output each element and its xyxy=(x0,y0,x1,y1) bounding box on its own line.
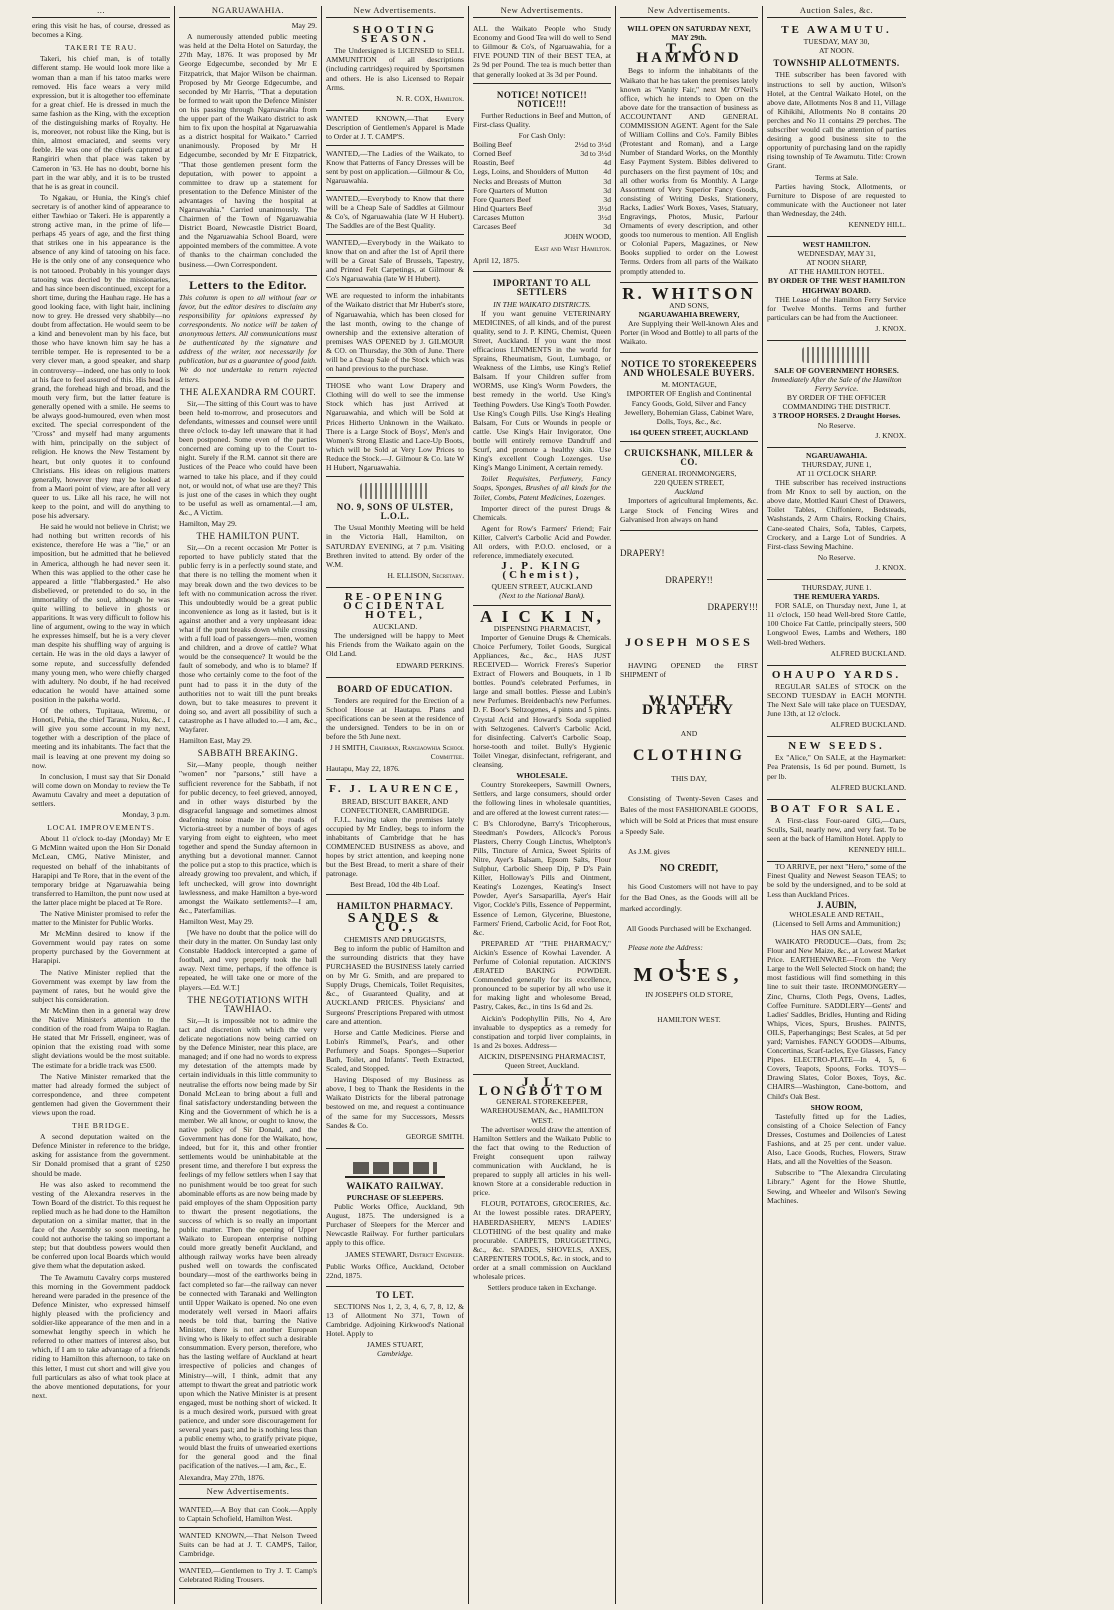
ad-note: (Next to the National Bank). xyxy=(499,591,585,601)
ad-text: F.J.L. having taken the premises lately occupied by Mr Endley, begs to inform the inhabitants of Cambridge that he has COMMENCED BUSINESS as above, and hopes by strict attention, and keeping none but the Best Bread, to merit a share of their patronage. xyxy=(326,814,464,879)
ad-text: THE subscriber has been favored with instructions to sell by auction, Wilson's Hotel, at the Central Waikato Hotel, on the above date, Allotments Nos 8 and 11, Village of Kihikihi, Allotments No 8 contains 20 perches and No 11 contains 29 perches. The subscriber would call the attention of parties desiring a good business site to the opportunity of purchasing land on the rapidly rising township of Te Awamutu. Title: Crown Grant. xyxy=(767,70,906,171)
ad-note: No Reserve. xyxy=(817,420,856,430)
ad-text: 3 TROOP HORSES. 2 Draught Horses. xyxy=(772,411,901,421)
price-row xyxy=(473,213,611,222)
ad-title: T. C. HAMMOND xyxy=(636,41,742,67)
ad-title: WINTER DRAPERY xyxy=(642,693,736,719)
aickin-ad xyxy=(473,606,611,1076)
ad-place: Cambridge. xyxy=(376,1349,414,1359)
ad-title: J. AUBIN, xyxy=(816,899,857,910)
ad-place: AT THE HAMILTON HOTEL. xyxy=(788,267,885,277)
ad-text: Aickin's Podophyllin Pills, No 4, Are invaluable to dyspeptics as a remedy for constipation and torpid liver complaints, in 1s and 2s boxes. Address— xyxy=(473,1013,611,1050)
ohaupo-ad xyxy=(767,666,906,738)
ad-title: JOSEPH MOSES xyxy=(625,634,753,649)
price-row xyxy=(473,195,611,204)
ad-text: The advertiser would draw the attention of Hamilton Settlers and the Waikato Public to the fact that owing to the Reduction of Freight consequent upon railway communication with Auckland, he is prepared to supply all articles in his well-known Store at a considerable reduction in price. xyxy=(473,1124,611,1198)
column-1-head: ... xyxy=(32,6,170,18)
ad-text: The undersigned will be happy to Meet his Friends from the Waikato again on the Old Land. xyxy=(326,631,464,659)
article-text: A numerously attended public meeting was held at the Delta Hotel on Saturday, the 27th May, 1876. It was proposed by Mr George Edgecumbe, seconded by Mr E Fitzpatrick, that Major Wilson be chairman. Proposed by Mr George Edgecumbe, and seconded by Mr Harris, "That a deputation be formed to wait upon the Defence Minister on his passing through Ngaruawahia from the upper part of the Waikato district to ask him to fix upon the hospital at Ngaruawahia as a district hospital for Waikato." Carried unanimously. Proposed by Mr H Edgecumbe, seconded by Mr E Fitzpatrick, "That those gentlemen present form the deputation, with power to appoint a committee to draw up a statement for presentation to the Defence Minister of the advantages of having the hospital at Ngaruawahia." Carried unanimously. The Chairmen of the Town of Ngaruawahia District Board, Newcastle District Board, and the Ngaruawahia School Board, were appointed members of the committee. A vote of thanks to the chairman concluded the business.—Own Correspondent. xyxy=(179,32,317,269)
ad-signature: JOHN WOOD, xyxy=(564,232,611,242)
ad-title: BOARD OF EDUCATION. xyxy=(337,683,453,694)
ad-text: Consisting of Twenty-Seven Cases and Bales of the most FASHIONABLE GOODS, which will be Sold at Prices that must ensure a Speedy Sale. xyxy=(620,793,758,836)
pharmacy-ad xyxy=(326,895,464,1149)
article-text: Mr McMinn then in a general way drew the Native Minister's attention to the condition of the road from Waipa to Raglan. He stated that Mr Frissell, engineer, was of opinion that the existing road with some slight deviations would be the most suitable. The estimate for a bridle track was £500. xyxy=(32,1005,170,1070)
price-item: Fore Quarters of Mutton xyxy=(473,185,548,195)
ad-text: As J.M. gives xyxy=(628,846,670,856)
ad-title: BOAT FOR SALE. xyxy=(770,802,903,815)
ad-note: Please note the Address: xyxy=(628,943,703,952)
article-text: The Native Minister replied that the Government was exempt by law from the payment of rates, but he would give the subject his consideration. xyxy=(32,967,170,1004)
article-text: About 11 o'clock to-day (Monday) Mr E G McMinn waited upon the Hon Sir Donald McLean, CMG, Native Minister, and requested on behalf of the inhabitants of Harapipi and Te Rore, that in the event of the temporary bridge at Ngaruawahia being transferred to Hamilton, the punt now used at the latter place might be placed at Te Rore. xyxy=(32,834,170,907)
ad-text: FLOUR, POTATOES, GROCERIES, &c. At the lowest possible rates. DRAPERY, HABERDASHERY, MEN'S LADIES' CLOTHING of the best quality and make procurable. CARPETS, DRUGGETTING, &c., &c. SPADES, SHOVELS, AXES, CARPENTERS TOOLS, &c. in stock, and to order at a small commission on Auckland wholesale prices. xyxy=(473,1199,611,1282)
price-row xyxy=(473,140,611,149)
ad-text: A First-class Four-oared GIG,—Oars, Sculls, Sail, nearly new, and very fast. To be seen at the back of Hamilton Hotel. Apply to xyxy=(767,815,906,844)
price-row xyxy=(473,177,611,186)
price-row xyxy=(473,204,611,213)
new-ads-head: New Advertisements. xyxy=(179,1484,317,1499)
ad-text: Beg to inform the public of Hamilton and the surrounding districts that they have PURCHASED the BUSINESS lately carried on by Mr G. Smith, and are prepared to Supply Drugs, Chemicals, Toilet Requisites, &c., of Guaranteed Quality, and at AUCKLAND PRICES. Physicians' and Surgeons' Prescriptions Prepared with utmost care and attention. xyxy=(326,943,464,1026)
section-heading: TAKERI TE RAU. xyxy=(64,43,138,53)
aubin-ad xyxy=(767,862,906,1204)
drapery-ad xyxy=(620,549,758,1025)
price-item: Fore Quarters Beef xyxy=(473,194,532,204)
ad-signature: H. ELLISON, Secretary. xyxy=(387,570,464,580)
price-value: 3d xyxy=(603,221,611,231)
price-value: 3d xyxy=(603,194,611,204)
ad-title: A I C K I N, xyxy=(480,606,604,626)
letter-date: Alexandra, May 27th, 1876. xyxy=(179,1472,265,1482)
ad-title: OHAUPO YARDS. xyxy=(771,668,902,681)
ad-text: If you want genuine VETERINARY MEDICINES, of all kinds, and of the purest quality, send to J. P. KING, Chemist, Queen Street, Auckland. If you want the most efficacious LINIMENTS in the world for Sprains, Rheumatism, Gout, Lumbago, or Weakness of the Limbs, use King's Relief Balsam. If your Children suffer from WORMS, use King's Worm Powders, the best remedy in the world. Use King's Teething Powders. Use King's Tooth Powder. Use King's Cough Pills. Use King's Healing Balsam, For Cuts or Wounds in people or cattle. Use King's Hair Invigorator, One bottle will entirely remove Dandruff and Scurf, and promote a healthy skin. Use King's excellent Cough Lozenges. Use King's Mango Liniment, A certain remedy. xyxy=(473,308,611,473)
lodge-emblem xyxy=(360,483,430,499)
ad-title: WEST HAMILTON. xyxy=(802,240,871,250)
ad-title: TOWNSHIP ALLOTMENTS. xyxy=(773,58,900,69)
column-1 xyxy=(28,6,175,1604)
ad-title: TE AWAMUTU. xyxy=(781,24,892,37)
ad-text: SECTIONS Nos 1, 2, 3, 4, 6, 7, 8, 12, & 13 of Allotment No 371, Town of Cambridge. Adjoining Kirkwood's National Hotel. Apply to xyxy=(326,1301,464,1339)
ad-address: 164 QUEEN STREET, AUCKLAND xyxy=(629,427,749,437)
ad-text: Tastefully fitted up for the Ladies, consisting of a Choice Selection of Fancy Dresses, Costumes and Doilencies of Latest Fashions, and at 25 per cent. under value. Also, Lace Goods, Ruches, Flowers, Straw Hats, and all the Novelties of the Season. xyxy=(767,1111,906,1167)
ad-address: HAMILTON WEST. xyxy=(657,1015,721,1025)
price-row xyxy=(473,149,611,158)
ad-text: Are Supplying their Well-known Ales and Porter (in Wood and Bottle) to all parts of the Waikato. xyxy=(620,318,758,347)
ad-text: Toilet Requisites, Perfumery, Fancy Soaps, Sponges, Brushes of all kinds for the Toilet, Combs, Patent Medicines, Lozenges. xyxy=(473,474,611,502)
montague-ad xyxy=(620,353,758,442)
ad-subtitle: BREAD, BISCUIT BAKER, AND CONFECTIONER, CAMBRIDGE. xyxy=(340,796,450,815)
ad-text: THE Lease of the Hamilton Ferry Service for Twelve Months. Terms and further particulars can be had from the Auctioneer. xyxy=(767,294,906,322)
hotel-ad xyxy=(326,588,464,678)
ad-subtitle: DISPENSING PHARMACIST, xyxy=(493,623,591,633)
ad-title: NOTICE! NOTICE!! NOTICE!!! xyxy=(496,89,588,109)
classified-ad: THOSE who want Low Drapery and Clothing will do well to see the immense Stock which has just Arrived at Ngaruawahia, and which will be Sold at Prices Hitherto Unknown in the Waikato. There is a Large Stock of Boys', Men's and Women's Strong Elastic and Lace-Up Boots, which will be Sold at Very Low Prices to Reduce the Stock.—J. Gilmour & Co. late W H Hubert, Ngaruawahia. xyxy=(326,378,464,477)
ad-signature: JAMES STUART, xyxy=(366,1340,424,1350)
ad-signature: ALFRED BUCKLAND. xyxy=(830,720,906,730)
ad-text: TO ARRIVE, per next "Hero," some of the Finest Quality and Newest Season TEAS; to be sold by the undersigned, and to be sold at Less than Auckland Prices. xyxy=(767,862,906,899)
classified-ad: WANTED,—Gentlemen to Try J. T. Camp's Celebrated Riding Trousers. xyxy=(179,1563,317,1589)
ad-subtitle: WHOLESALE. xyxy=(516,771,568,781)
price-item: Boiling Beef xyxy=(473,140,513,150)
ad-signature: ALFRED BUCKLAND. xyxy=(830,648,906,658)
price-value: 4d xyxy=(603,167,611,177)
classified-ad: WANTED,—Everybody in the Waikato to know that on and after the 1st of April there will be a Great Sale of Brussels, Tapestry, and Printed Felt Carpetings, at Gilmour & Co's Ngaruawahia (late W H Hubert). xyxy=(326,235,464,288)
ad-title: HAMILTON PHARMACY. xyxy=(336,900,454,911)
ad-text: Importer direct of the purest Drugs & Chemicals. xyxy=(473,503,611,522)
letter-title: THE HAMILTON PUNT. xyxy=(196,531,300,542)
ad-signature: KENNEDY HILL. xyxy=(848,219,906,229)
ad-text: Agent for Row's Farmers' Friend; Fair Killer, Calvert's Carbolic Acid and Powder. All orders, with P.O.O. enclosed, or a reference, immediately executed. xyxy=(473,523,611,561)
ad-note: Terms at Sale. xyxy=(814,172,859,182)
ngaruawahia-sale-ad xyxy=(767,448,906,580)
ad-subtitle: IN THE WAIKATO DISTRICTS. xyxy=(493,299,591,309)
price-value: 4d xyxy=(603,158,611,168)
ad-subtitle: SHOW ROOM, xyxy=(810,1102,863,1112)
ad-title: SHOOTING SEASON. xyxy=(353,24,437,46)
classified-ad: WANTED KNOWN,—That Every Description of Gentlemen's Apparel is Made to Order at J. T. CAMP'S. xyxy=(326,111,464,146)
ad-text: Having Disposed of my Business as above, I beg to Thank the Residents in the Waikato Districts for the liberal patronage bestowed on me, and request a continuance of the same for my Successors, Messrs Sandes & Co. xyxy=(326,1075,464,1130)
ad-text: Public Works Office, Auckland, 9th August, 1875. The undersigned is a Purchaser of Sleepers for the Mercer and Newcastle Railway. For further particulars apply to this office. xyxy=(326,1202,464,1248)
price-value: 3d xyxy=(603,176,611,186)
letter-title: SABBATH BREAKING. xyxy=(197,748,299,759)
boat-ad xyxy=(767,800,906,862)
dateline: May 29. xyxy=(291,21,317,31)
ironmonger-ad xyxy=(620,442,758,531)
letter-date: Hamilton East, May 29. xyxy=(179,736,252,746)
ad-subtitle: WHOLESALE AND RETAIL, xyxy=(789,909,884,919)
board-ad xyxy=(326,678,464,781)
column-4-head: New Advertisements. xyxy=(473,6,611,18)
ad-subtitle: Immediately After the Sale of the Hamilton Ferry Service. xyxy=(771,375,902,394)
ad-date: April 12, 1875. xyxy=(473,256,520,266)
ad-subtitle: THIS DAY, xyxy=(671,773,707,783)
ad-signature: EDWARD PERKINS. xyxy=(396,660,464,670)
article-text: A second deputation waited on the Defence Minister in reference to the bridge, asking for assistance from the government. Sir Donald promised that a grant of £250 should be made. xyxy=(32,1132,170,1178)
ad-text: Tenders are required for the Erection of a School House at Hautapu. Plans and specifications can be seen at the residence of the undersigned. Tenders to be in on or before the 5th June next. xyxy=(326,695,464,742)
ad-date: THURSDAY, JUNE 1. xyxy=(801,582,872,592)
ad-title: WAIKATO RAILWAY. xyxy=(346,1180,444,1191)
article-text: The Native Minister promised to refer the matter to the Minister for Public Works. xyxy=(32,909,170,928)
price-list-label: For Cash Only: xyxy=(518,131,566,141)
column-2 xyxy=(175,6,322,1604)
ad-title: J. MOSES, xyxy=(633,955,745,987)
hammond-ad xyxy=(620,21,758,283)
price-item: Carcases Beef xyxy=(473,221,517,231)
article-text: In conclusion, I must say that Sir Donald will come down on Monday to review the Te Awamutu Cavalry and meet a deputation of settlers. xyxy=(32,771,170,808)
drapery-shout: DRAPERY!! xyxy=(665,574,713,585)
ad-text: FOR SALE, on Thursday next, June 1, at 11 o'clock, 150 head Well-bred Store Cattle, 100 Choice Fat Cattle, principally steers, 500 Longwool Ewes, Lambs and Wethers, 180 Well-bred Wethers. xyxy=(767,601,906,647)
ad-time: AT NOON. xyxy=(819,46,854,56)
classified-ad: WANTED,—The Ladies of the Waikato, to Know that Patterns of Fancy Dresses will be sent by post on application.—Gilmour & Co, Ngaruawahia. xyxy=(326,146,464,190)
column-6-head: Auction Sales, &c. xyxy=(767,6,906,18)
price-row xyxy=(473,186,611,195)
price-value: 3½d xyxy=(597,212,611,222)
letter-date: Hamilton West, May 29. xyxy=(179,916,254,926)
article-text: He was also asked to recommend the vesting of the Alexandra reserves in the Town Board of the district. To this request he replied much as he had done to the Hamilton deputation on a similar matter, that in the face of the Assembly so soon meeting, he could not authorise the taking so important a step; but that doubtless powers would then be conferred upon local Boards which would give them what the deputation asked. xyxy=(32,1179,170,1271)
letter-text: Sir,—On a recent occasion Mr Potter is reported to have publicly stated that the public ferry is in a perfectly sound state, and that there is no telling the moment when it may break down and the two devices to be left with no communication across the river. This undoubtedly would be a great public inconvenience as long as it lasted, but is it against another and a very unpleasant idea: what if the punt breaks down while crossing with a full load of passengers—men, women and children, and a drove of cattle? What would be the consequence? It would be the fault of somebody, and who is to blame? If those who certainly come to the foot of the punt had to pass it in the duty of the authorities not to wait till the punt breaks down, but to take measures to prevent it doing so, and avert all possibility of such a catastrophe as I have alluded to.—I am, &c., Wayfarer. xyxy=(179,543,317,735)
ad-title: IMPORTANT TO ALL SETTLERS xyxy=(492,278,592,298)
ad-subtitle: CHEMISTS AND DRUGGISTS, xyxy=(344,934,446,944)
baker-ad xyxy=(326,780,464,894)
ad-place: Auckland xyxy=(674,487,704,497)
remuera-ad xyxy=(767,580,906,666)
butcher-ad xyxy=(473,84,611,273)
ad-text: Begs to inform the inhabitants of the Waikato that he has taken the premises lately known as "Vanity Fair," next Mr O'Neil's office, which he intends to Open on the above date for the transaction of business as ACCOUNTANT AND GENERAL COMMISSION AGENT. Agent for the Sale of William Collins and Co's. Family Bibles (Protestant and Roman), and a Large Number of Standard Works, on the Monthly Easy Payment System. Bibles delivered to purchasers on the first payment of 10s; and all other works from 6s Monthly. A Large Assortment of Very Superior Fancy Goods, consisting of Writing Desks, Stationery, Racks, Ladies' Work Boxes, Vases, Statuary, Engravings, Photos, Music, Parlour Ornaments of every description, and other goods too numerous to mention. All English or Colonial Papers, Magazines, or New Books supplied to order on the Lowest Terms. Orders from all parts of the Waikato promptly attended to. xyxy=(620,66,758,276)
letter-text: Sir,—It is impossible not to admire the tact and discretion with which the very delicate negotiations now being carried on by the Defence Minister, near this place, are managed; and if one had no words to express my detestation of the attempts made by certain individuals in this little community to neutralise the efforts now being made by Sir Donald McLean to bring about a full and final satisfactory understanding between the King and the Government of which he is a member. We all know, or ought to know, the native policy of Sir Donald, and the Government has done for the Waikato, how, indeed, but for it, this and other frontier settlements would be uninhabitable at the present time, and therefore I but express the feelings of my fellow settlers when I say that no punishment would be too great for such abominable efforts as are now being made by paid employes of the sham Opposition party to thwart the present negotiations, the success of which is so really an important public matter. Then the opening of Upper Waikato to European enterprise nothing could more greatly benefit Auckland, and although railway works have been already pushed well on towards the confiscated boundary—most of the earthworks being in fact completed so far—the railway can never be connected with Taranaki and Wellington until Upper Waikato is opened. No one even moderately well versed in Maori affairs needs be told that, barring the Native Minister, there is not another European living who is likely to effect such a desirable consummation. Every person, therefore, who has the lasting welfare of Auckland at heart irrespective of policies and changes of Ministry—will, I think, admit that any attempt to thwart the great and patriotic work upon which the Native Minister is at present engaged, must be nothing short of wicked. It is a much desired work, pursued with great patience, and under sore discouragement for several years past; and he is nothing less than a public enemy who, to gratify private pique, would blast the fruits of unwearied exertions for the general good and the final pacification of the natives.—I am, &c., E. xyxy=(179,1015,317,1471)
ad-text: The Usual Monthly Meeting will be held in the Victoria Hall, Hamilton, on SATURDAY EVENING, at 7 p.m. Visiting Brethren invited to attend. By order of the W.M. xyxy=(326,523,464,569)
column-5 xyxy=(616,6,763,1604)
ad-text: Further Reductions in Beef and Mutton, of First-class Quality. xyxy=(473,110,611,129)
to-let-ad xyxy=(326,1291,464,1359)
section-heading: THE BRIDGE. xyxy=(72,1121,130,1131)
article-text: He said he would not believe in Christ; we had nothing but written records of his existence, therefore He was a "lie," or an imposition, but he admitted that he believed in America, although he had never seen it. When this was applied to the other case he appeared a little "flabbergasted." He also disbelieved, or pretended to do so, in the immortality of the soul, although he was quite willing to believe in ghosts or apparitions. It was very difficult to follow his line of argument, owing to the way in which he expresses himself, but he is a very clever man despite his shuffling way of arguing is certain. He was in the old days a lawyer of some repute, and successfully defended many young men, who were chiefly charged with adultery. No doubt, if he had received education he would have attained some position in the pakeha world. xyxy=(32,522,170,704)
ad-signature: J. KNOX. xyxy=(875,430,906,440)
article-text: Mr McMinn desired to know if the Government would pay rates on some property purchased by the Government at Harapipi. xyxy=(32,929,170,966)
ad-title: F. J. LAURENCE, xyxy=(329,783,461,796)
ad-title: CLOTHING xyxy=(632,746,745,764)
ad-conjunction: AND xyxy=(680,729,698,739)
ad-subtitle: BY ORDER OF THE OFFICER COMMANDING THE DISTRICT. xyxy=(782,393,891,412)
ad-signature: J. KNOX. xyxy=(875,562,906,572)
letters-heading: Letters to the Editor. xyxy=(179,275,317,290)
ad-date: THURSDAY, JUNE 1, xyxy=(801,459,872,469)
ad-text: Importers of agricultural Implements, &c. Large Stock of Fencing Wires and Galvanised Iron always on hand xyxy=(620,496,758,524)
tea-ad: ALL the Waikato People who Study Economy and Good Tea will do well to Send to Gilmour & Co's, of Ngaruawahia, for a FIVE POUND TIN of their BEST TEA, at 2s 9d per Pound. The tea is much better than that generally looked at 3s 3d per Pound. xyxy=(473,21,611,84)
ad-text: Horse and Cattle Medicines. Pierse and Lobin's Rimmel's, Pear's, and other Perfumery and Soaps. Sponges—Superior Bath, Toilet, and Infants'. Teeth Extracted, Scaled, and Stopped. xyxy=(326,1027,464,1074)
column-5-head: New Advertisements. xyxy=(620,6,758,18)
ad-title: NO. 9, SONS OF ULSTER, L.O.L. xyxy=(336,502,454,522)
drapery-shout: DRAPERY! xyxy=(620,547,665,558)
shooting-ad xyxy=(326,21,464,111)
ad-time: AT 11 O'CLOCK SHARP. xyxy=(796,468,877,478)
letter-title: THE NEGOTIATIONS WITH TAWHIAO. xyxy=(187,994,309,1014)
ad-subtitle: BY ORDER OF THE WEST HAMILTON HIGHWAY BOARD. xyxy=(767,276,906,295)
ad-title: J. P. KING (Chemist), xyxy=(501,560,583,582)
ad-title: SANDES & CO., xyxy=(347,910,443,935)
ad-title: CRUICKSHANK, MILLER & CO. xyxy=(624,447,754,468)
ad-subtitle: QUEEN STREET, AUCKLAND xyxy=(491,582,593,592)
ad-title: SALE OF GOVERNMENT HORSES. xyxy=(774,366,899,375)
letter-text: Sir,—The sitting of this Court was to have been held to-morrow, and prosecutors and defendants, witnesses and counsel were until three o'clock to-day left unaware that it had been postponed. Some even of the parties concerned are coming up to the Court to-night. Surely if the R.M. cannot sit there are Justices of the Peace who could have been warned to take his place, and if they could not, or would not, of what use are they? This is just one of the cases in which they ought to be useful as well as ornamental.—I am, &c., A Victim. xyxy=(179,398,317,517)
ad-title: NEW SEEDS. xyxy=(788,740,885,753)
ad-note: All Goods Purchased will be Exchanged. xyxy=(626,923,752,933)
ad-text: his Good Customers will not have to pay for the Bad Ones, as the Goods will all be marked accordingly. xyxy=(620,881,758,913)
classified-ad: WANTED,—Everybody to Know that there will be a Cheap Sale of Saddles at Gilmour & Co's, of Ngaruawahia (late W H Hubert). The Saddles are of the Best Quality. xyxy=(326,191,464,235)
column-2-head: NGARUAWAHIA. xyxy=(179,6,317,18)
ad-note: Best Bread, 10d the 4lb Loaf. xyxy=(350,880,440,890)
price-value: 3d to 3½d xyxy=(580,149,611,159)
ad-subtitle: GENERAL IRONMONGERS, xyxy=(641,469,737,479)
article-text: ering this visit he has, of course, dressed as becomes a King. xyxy=(32,21,170,40)
ad-signature: GEORGE SMITH. xyxy=(405,1131,464,1141)
brewery-ad xyxy=(620,283,758,354)
ad-text: Parties having Stock, Allotments, or Furniture to Dispose of are requested to communicate with the Auctioneer not later than Wednesday, the 24th. xyxy=(767,181,906,218)
ad-text: IMPORTER OF English and Continental Fancy Goods, Gold, Silver and Fancy Jewellery, Bohemian Glass, Cabinet Ware, Dolls, Toys, &c., &c. xyxy=(624,389,754,426)
ad-subtitle: (Licensed to Sell Arms and Ammunition;) xyxy=(772,918,901,928)
classified-ad: WANTED KNOWN,—That Nelson Tweed Suits can be had at J. T. CAMPS, Tailor, Cambridge. xyxy=(179,1528,317,1563)
column-6 xyxy=(763,6,910,1604)
price-item: Legs, Loins, and Shoulders of Mutton xyxy=(473,167,589,177)
ad-text: The Undersigned is LICENSED to SELL AMMUNITION of all descriptions (including cartridges) required by Sportsmen and others. He is also Licensed to Repair Arms. xyxy=(326,46,464,92)
ad-note: No Reserve. xyxy=(817,552,856,562)
ad-signature: JAMES STEWART, District Engineer. xyxy=(345,1249,464,1259)
ad-text: HAVING OPENED the FIRST SHIPMENT of xyxy=(620,661,758,680)
ad-pretitle: WILL OPEN ON SATURDAY NEXT, MAY 29th. xyxy=(627,24,751,43)
article-text: To Ngakau, or Hunia, the King's chief secretary is of another kind of appearance to either Tawhiao or Takeri. He is apparently a strong active man, in the prime of life—perhaps 45 years of age, and the first thing that strikes one in his appearance is the absence of any kind of tatooing on his face. He is the only one of any consequence who is not tatooed. Probably in his younger days tatooing was decried by the missionaries, and has since been discontinued, except for a short time, during the Hauhau rage. He has a good looking face, with light hair, inclining now to grey. He dressed very shabbily—no doubt from affectation. He would seem to be a kind and benevolent man by his face, but those who have known him say he has a terrible temper. He is represented to be a very clever man, a good speaker, and sharp in controversy—indeed, one has only to look at his face to feel assured of this. His head is grand, the forehead high and broad, and the mouth very firm, but the latter feature is generally opened with a smile. He seems to be always good-humoured, even when most excited. The special correspondent of the "Cross" and myself had many arguments with him, principally on the subject of religion. He knows the New Testament by heart, but only quotes it to confound Christians. His ideas on religious matters generally, however they may be looked at from a Maori point of view, are after all very queer to us. Like all his race, he will not keep to the point, and will do anything to pose his adversary. xyxy=(32,192,170,521)
ad-date: Public Works Office, Auckland, October 22nd, 1875. xyxy=(326,1261,464,1280)
ad-title: J. L. LONGBOTTOM xyxy=(478,1074,606,1099)
awamutu-ad xyxy=(767,21,906,237)
price-value: 2½d to 3½d xyxy=(574,140,611,150)
railway-ad xyxy=(326,1149,464,1287)
classified-ad: WANTED,—A Boy that can Cook.—Apply to Captain Schofield, Hamilton West. xyxy=(179,1502,317,1528)
price-item: Carcases Mutton xyxy=(473,212,525,222)
ad-title: THE REMUERA YARDS. xyxy=(793,592,880,602)
ad-text: THE subscriber has received instructions from Mr Knox to sell by auction, on the above date, Mottled Kauri Chest of Drawers, Toilet Tables, Chiffoniere, Bedsteads, Washstands, 2 Arm Chairs, Rocking Chairs, Cane-seated Chairs, Sofa, Tables, Carpets, Crockery, and a Large Lot of Sundries. A First-class Sewing Machine. xyxy=(767,478,906,551)
ad-subtitle: M. MONTAGUE, xyxy=(661,380,717,390)
columns xyxy=(28,6,1104,1604)
ad-text: WAIKATO PRODUCE—Oats, from 2s; Flour and New Maize, &c., at Lowest Market Price. EARTHENWARE—From the Very Large to the Well Selected Stock on hand; the most fastidious will find something in this line to suit their taste. IRONMONGERY—Zinc, Churns, Cloth Pegs, Ovens, Ladles, Coffee Furniture. SADDLERY—Gents' and Ladies' Saddles, Bridles, Hunting and Riding Whips, Vices, Spurs, Brushes. PAINTS, OILS, Paperhangings; Best Scales, at 5d per yard; Varnishes. FANCY GOODS—Albums, Concertinas, Scarf-tacles, Eye Glasses, Fancy Pipes. ELECTRO-PLATE—In 4, 5, 6 Covers, Teapots, Spoons, Forks. TOYS—Drawing Slates, Color Boxes, Toys, &c. CHAIRS—Washington, Cane-bottom, and Child's Oak Best. xyxy=(767,936,906,1101)
ad-signature: AICKIN, DISPENSING PHARMACIST, Queen Street, Auckland. xyxy=(478,1051,606,1071)
no-credit: NO CREDIT, xyxy=(659,862,719,874)
ad-subtitle: NGARUAWAHIA BREWERY, xyxy=(638,309,740,319)
ad-subtitle: AND SONS, xyxy=(669,300,709,310)
ad-date: WEDNESDAY, MAY 31, xyxy=(797,249,876,259)
ad-subtitle: GENERAL STOREKEEPER, WAREHOUSEMAN, &c., HAMILTON WEST. xyxy=(480,1097,604,1125)
ad-date: Hautapu, May 22, 1876. xyxy=(326,764,400,774)
price-list xyxy=(473,140,611,231)
ad-address: IN JOSEPH'S OLD STORE, xyxy=(645,990,733,1000)
ad-list: C B's Chlorodyne, Barry's Tricopherous, Steedman's Powders, Allcock's Porous Plasters, Cherry Cough Linctus, Whelpton's Pills, Tincture of Arnica, Sweet Spirits of Nitre, Ayer's Balsam, Epsom Salts, Flour Sulphur, Carbolic Sheep Dip, P D's Pain Killer, Holloway's Pills and Ointment, Keating's Lozenges, Keating's Insect Powder, Ayer's Sarsaparilla, Ayer's Hair Vigor, Cockle's Pills, Essence of Peppermint, Essence of Lemon, Glycerine, Bluestone, Farmers' Friend, Carbolic Acid, for Foot Rot, &c. xyxy=(473,818,611,937)
chemist-ad xyxy=(473,272,611,605)
ad-note: Settlers produce taken in Exchange. xyxy=(487,1283,597,1293)
lodge-ad xyxy=(326,477,464,588)
longbottom-ad xyxy=(473,1074,611,1293)
column-4 xyxy=(469,6,616,1604)
price-row xyxy=(473,167,611,176)
ad-text: REGULAR SALES of STOCK on the SECOND TUESDAY in EACH MONTH. The Next Sale will take place on TUESDAY, June 13th, at 12 o'clock. xyxy=(767,681,906,719)
price-row xyxy=(473,222,611,231)
ad-time: AT NOON SHARP, xyxy=(806,258,867,268)
ad-title: RE-OPENING OCCIDENTAL HOTEL, xyxy=(343,590,447,622)
ad-text: Importer of Genuine Drugs & Chemicals. Choice Perfumery, Toilet Goods, Surgical Appliances, &c., &c., HAS JUST RECEIVED— Worrick Freres's Superior Extract of Flowers and Bouquets, in 1 lb bottles. Pound's celebrated Perfumes, in large and small bottles. Piesse and Lubin's new Perfumes. Breidenbach's new Perfumes. D. F. Boor's Seltzogenes, 4 pints and 5 pints. Crystal Acid and Howard's Soda supplied with Seltzogenes. Calvert's Carbolic Acid, for disinfecting. Calvert's Carbolic Soap, horse-tooth and toilet. Bully's Hygienic Toilet Vinegar, disinfectant, refrigerant, and cleansing. xyxy=(473,632,611,770)
ad-subtitle: AUCKLAND. xyxy=(372,622,418,632)
ad-date: TUESDAY, MAY 30, xyxy=(803,37,870,47)
price-item: Necks and Breasts of Mutton xyxy=(473,176,562,186)
ad-text: PREPARED AT "THE PHARMACY," Aickin's Essence of Kowhai Lavender. A Perfume of Colonial reputation. AICKIN'S ÆRATED BAKING POWDER. Commended generally for its excellence, pronounced to be superior by all who use it for making light and wholesome Bread, Pastry, Cakes, &c., in tins 1s 6d and 2s. xyxy=(473,938,611,1012)
ad-place: East and West Hamilton. xyxy=(534,244,611,254)
ad-text: Country Storekeepers, Sawmill Owners, Settlers, and large consumers, should order the following lines in wholesale quantities, and are offered at the lowest current rates:— xyxy=(473,780,611,817)
dateline: Monday, 3 p.m. xyxy=(122,810,170,820)
ad-subtitle: PURCHASE OF SLEEPERS. xyxy=(346,1192,444,1202)
ad-signature: ALFRED BUCKLAND. xyxy=(830,782,906,792)
ad-title: NOTICE TO STOREKEEPERS AND WHOLESALE BUYERS. xyxy=(620,359,758,379)
price-item: Roastin, Beef xyxy=(473,158,515,168)
drapery-shout: DRAPERY!!! xyxy=(707,601,758,612)
ad-text: Ex "Alice," On SALE, at the Haymarket: Pea Pratensis, 1s 6d per pound. Burnett, 1s per lb. xyxy=(767,753,906,781)
price-item: Corned Beef xyxy=(473,149,512,159)
ad-signature: J. KNOX. xyxy=(875,323,906,333)
train-icon xyxy=(345,1156,445,1178)
article-text: The Native Minister remarked that the matter had already formed the subject of correspondence, and three competent gentlemen had given the Government their views upon the road. xyxy=(32,1071,170,1117)
ad-note: Subscribe to "The Alexandra Circulating Library." Agent for the Howe Shuttle, Sewing, and Wheeler and Wilson's Sewing Machines. xyxy=(767,1168,906,1205)
ad-title: TO LET. xyxy=(375,1289,415,1300)
ad-signature: J H SMITH, Chairman, Rangiaowhia School Committee. xyxy=(329,743,464,762)
ad-title: R. WHITSON xyxy=(622,283,756,303)
horses-ad xyxy=(767,341,906,448)
article-text: Of the others, Tupitaua, Wiremu, or Honoti, Pehia, the chief Taraua, Nuku, &c., I will give you some account in my next, together with a description of the place of meeting and its inhabitants. The fact that the mail is leaving at one prevent my doing so now. xyxy=(32,706,170,770)
letter-title: THE ALEXANDRA RM COURT. xyxy=(179,386,317,397)
article-text: The Te Awamutu Cavalry corps mustered this morning in the Government paddock hereand were paraded in the presence of the Defence Minister, who expressed himself highly pleased with the proficiency and soldier-like appearance of the men and in a somewhat lengthy speech in which he referred to other matters of interest also, but which, if I am to take advantage of a friends riding to Hamilton this afternoon, to take on this letter, I must cut short and will give you full particulars as also of what took place at the above mentioned deputations, for your next. xyxy=(32,1272,170,1400)
ad-title: NGARUAWAHIA. xyxy=(806,450,867,460)
classified-ad: WE are requested to inform the inhabitants of the Waikato district that Mr Hubert's store, of Ngaruawahia, which has been closed for the last month, owing to the change of ownership and the extensive alteration of premises WAS OPENED by J. GILMOUR & CO. on Thursday, the 30th of June. There will be a Cheap Sale of the Stock which was on hand previous to the purchase. xyxy=(326,288,464,378)
seeds-ad xyxy=(767,737,906,799)
ad-signature: N. R. COX, Hamilton. xyxy=(396,93,464,103)
ad-subtitle: HAS ON SALE, xyxy=(811,927,862,937)
column-3-head: New Advertisements. xyxy=(326,6,464,18)
price-value: 3d xyxy=(603,185,611,195)
ad-address: 220 QUEEN STREET, xyxy=(653,478,725,488)
horse-emblem xyxy=(802,347,872,363)
letter-text: Sir,—Many people, though neither "women" nor "parsons," still have a sufficient reverence for the Sabbath, if not for public decency, to feel grieved, annoyed, and in other ways disturbed by the disgraceful language and sometimes almost deafening noise made in the roads of Victoria-street by a number of boys of ages varying from eight to eighteen, who meet together and spend the Sunday afternoon in anything but a devotional manner. Cannot the police put a stop to this practice, which is already growing too prevalent, and which, if left unchecked, will grow into downright lawlessness, and make Hamilton a bye-word amongst the Waikato settlements?—I am, &c., Paterfamilias. xyxy=(179,760,317,915)
section-heading: LOCAL IMPROVEMENTS. xyxy=(47,823,155,833)
west-hamilton-ad xyxy=(767,237,906,341)
letter-date: Hamilton, May 29. xyxy=(179,518,237,528)
price-item: Hind Quarters Beef xyxy=(473,203,533,213)
editor-note: [We have no doubt that the police will do their duty in the matter. On Sunday last only Constable Haddock intercepted a game of football, and very properly took the ball away. Next time, perhaps, if the offence is repeated, he will take one or more of the players.—Ed. W.T.] xyxy=(179,928,317,992)
column-3 xyxy=(322,6,469,1604)
price-row xyxy=(473,158,611,167)
editor-note: This column is open to all without fear or favor, but the editor desires to disclaim any responsibility for opinions expressed by correspondents. No notice will be taken of anonymous letters. All communications must be authenticated by the signature and address of the writer, not necessarily for publication, but as a guarantee of good faith. We do not undertake to return rejected letters. xyxy=(179,292,317,384)
ad-signature: KENNEDY HILL. xyxy=(848,845,906,855)
price-value: 3½d xyxy=(597,203,611,213)
article-text: Takeri, his chief man, is of totally different stamp. He would look more like a woman than a man if his tatoo marks were removed. His face wears a very mild expression, but it is altogether too effeminate for a great chief. He is dressed in much the same fashion as the King, with the exception of the distinguishing marks of Royalty. He is, moreover, not robust like the King, but is thin, almost emaciated, and seems very feeble. He was one of the chiefs captured at Rangiriri when that place was taken by Cameron in '63. He has no doubt, borne his part in the war ably, and it is to be trusted that he is as great in council. xyxy=(32,54,170,191)
